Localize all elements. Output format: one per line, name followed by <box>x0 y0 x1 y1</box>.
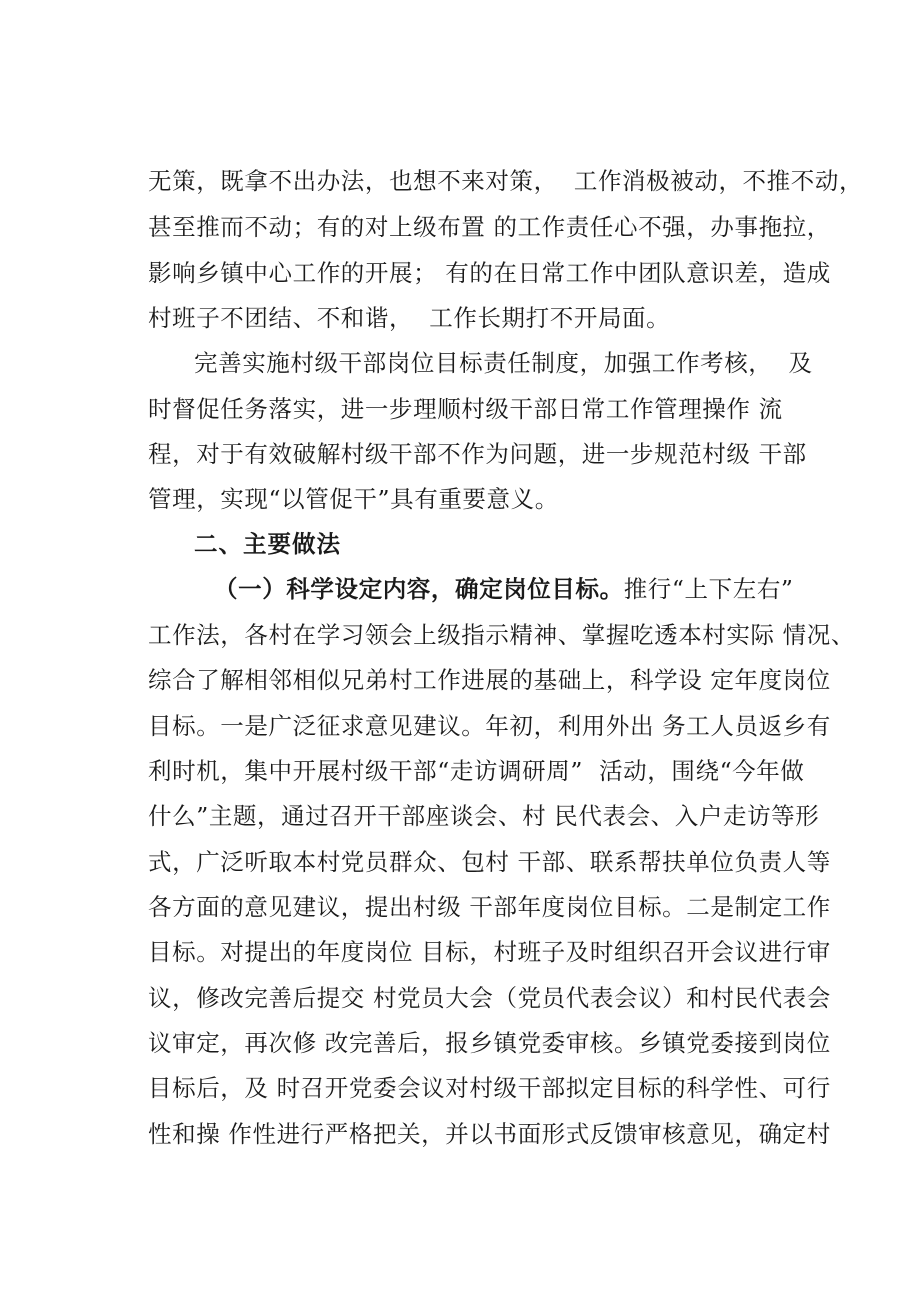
paragraph-first-line <box>214 573 794 605</box>
text-line: 工作法，各村在学习领会上级指示精神、掌握吃透本村实际 情况、 <box>148 621 855 649</box>
text-line: 甚至推而不动；有的对上级布置 的工作责任心不强，办事拖拉， <box>148 213 831 241</box>
text-line: 议，修改完善后提交 村党员大会（党员代表会议）和村民代表会 <box>148 984 831 1012</box>
text-line: 管理，实现“以管促干”具有重要意义。 <box>148 485 559 513</box>
text-line: 时督促任务落实，进一步理顺村级干部日常工作管理操作 流 <box>148 395 783 423</box>
text-line: 目标。对提出的年度岗位 目标，村班子及时组织召开会议进行审 <box>148 938 831 966</box>
text-line: 式，广泛听取本村党员群众、包村 干部、联系帮扶单位负责人等 <box>148 848 831 876</box>
section-heading: 二、主要做法 <box>194 530 341 558</box>
text-line: 各方面的意见建议，提出村级 干部年度岗位目标。二是制定工作 <box>148 893 831 921</box>
text-line: 目标后，及 时召开党委会议对村级干部拟定目标的科学性、可行 <box>148 1074 831 1102</box>
subsection-heading: （一）科学设定内容，确定岗位目标。 <box>214 575 624 603</box>
text-line: 村班子不团结、不和谐， 工作长期打不开局面。 <box>148 304 671 332</box>
text-line: 什么”主题，通过召开干部座谈会、村 民代表会、入户走访等形 <box>148 802 820 830</box>
text-line: 综合了解相邻相似兄弟村工作进展的基础上，科学设 定年度岗位 <box>148 666 831 694</box>
text-line: 目标。一是广泛征求意见建议。年初，利用外出 务工人员返乡有 <box>148 712 831 740</box>
text-line: 性和操 作性进行严格把关，并以书面形式反馈审核意见，确定村 <box>148 1120 831 1148</box>
text-line: 无策，既拿不出办法，也想不来对策， 工作消极被动，不推不动， <box>148 167 864 195</box>
text-line: 影响乡镇中心工作的开展； 有的在日常工作中团队意识差，造成 <box>148 259 831 287</box>
text-run: 推行“上下左右” <box>623 575 794 603</box>
text-line: 议审定，再次修 改完善后，报乡镇党委审核。乡镇党委接到岗位 <box>148 1029 831 1057</box>
text-line: 完善实施村级干部岗位目标责任制度，加强工作考核， 及 <box>194 349 813 377</box>
text-line: 程，对于有效破解村级干部不作为问题，进一步规范村级 干部 <box>148 440 807 468</box>
text-line: 利时机，集中开展村级干部“走访调研周” 活动，围绕“今年做 <box>148 757 805 785</box>
